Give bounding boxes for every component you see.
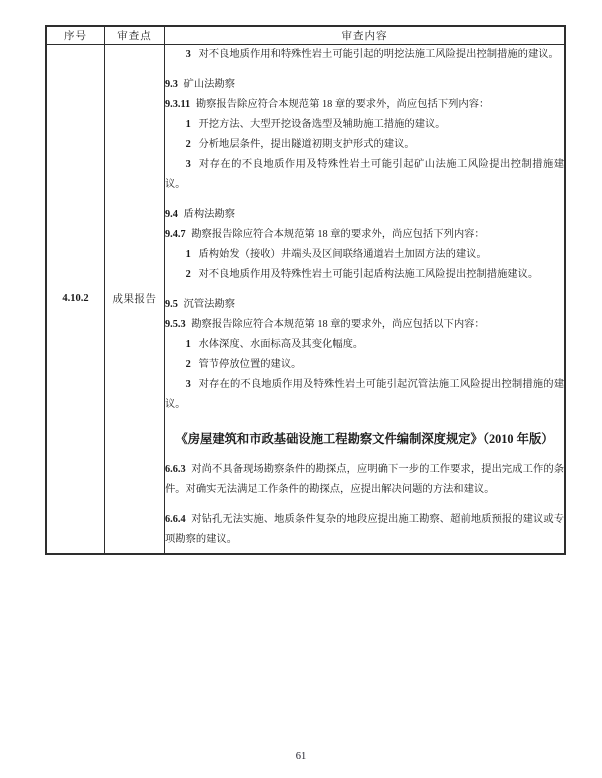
content-paragraph-3 (165, 45, 564, 65)
clause-number: 2 (185, 269, 191, 280)
clause-text: 勘察报告除应符合本规范第 18 章的要求外，尚应包括下列内容： (191, 229, 485, 240)
clause-number: 1 (185, 339, 191, 350)
content-paragraph-1 (165, 245, 564, 265)
clause-number: 1 (185, 249, 191, 260)
clause-number: 1 (185, 119, 191, 130)
clause-text: 对尚不具备现场勘察条件的勘探点，应明确下一步的工作要求，提出完成工作的条件。对确实无法满足工作条件的勘探点，应提出解决问题的方法和建议。 (165, 464, 564, 495)
review-table (45, 25, 566, 555)
content-paragraph-title (165, 428, 564, 450)
header-review-content: 审查内容 (165, 26, 566, 45)
clause-text: 《房屋建筑和市政基础设施工程勘察文件编制深度规定》（2010 年版） (175, 432, 554, 446)
clause-text: 对不良地质作用及特殊性岩土可能引起盾构法施工风险提出控制措施建议。 (198, 269, 539, 280)
clause-number: 9.3.11 (165, 99, 191, 110)
header-review-point: 审查点 (105, 26, 165, 45)
clause-text: 对存在的不良地质作用及特殊性岩土可能引起沉管法施工风险提出控制措施的建议。 (165, 379, 564, 410)
clause-text: 对不良地质作用和特殊性岩土可能引起的明挖法施工风险提出控制措施的建议。 (198, 49, 559, 60)
clause-text: 对钻孔无法实施、地质条件复杂的地段应提出施工勘察、超前地质预报的建议或专项勘察的建议。 (165, 514, 564, 545)
content-paragraph-1 (165, 335, 564, 355)
content-paragraph-9.4.7 (165, 225, 564, 245)
clause-text: 沉管法勘察 (183, 299, 236, 310)
table-row (46, 45, 565, 554)
content-paragraph-2 (165, 135, 564, 155)
content-paragraph-9.4 (165, 205, 564, 225)
clause-number: 9.5 (165, 299, 178, 310)
content-paragraph-9.5 (165, 295, 564, 315)
content-paragraph-3 (165, 155, 564, 195)
table-header-row (46, 26, 565, 45)
clause-number: 2 (185, 139, 191, 150)
clause-text: 管节停放位置的建议。 (198, 359, 302, 370)
content-paragraph-9.5.3 (165, 315, 564, 335)
header-serial-number: 序号 (46, 26, 105, 45)
clause-text: 矿山法勘察 (183, 79, 236, 90)
content-paragraph-9.3.11 (165, 95, 564, 115)
clause-number: 3 (185, 159, 191, 170)
page-number: 61 (295, 751, 307, 762)
clause-number: 9.4.7 (165, 229, 186, 240)
review-point-cell: 成果报告 (105, 45, 165, 554)
content-paragraph-6.6.3 (165, 460, 564, 500)
serial-number-cell: 4.10.2 (46, 45, 105, 554)
clause-text: 盾构始发（接收）井端头及区间联络通道岩土加固方法的建议。 (198, 249, 487, 260)
review-content-flow (165, 45, 564, 550)
clause-text: 分析地层条件，提出隧道初期支护形式的建议。 (198, 139, 415, 150)
clause-number: 6.6.3 (165, 464, 186, 475)
content-paragraph-6.6.4 (165, 510, 564, 550)
content-paragraph-2 (165, 265, 564, 285)
content-paragraph-9.3 (165, 75, 564, 95)
clause-text: 勘察报告除应符合本规范第 18 章的要求外，尚应包括下列内容： (195, 99, 490, 110)
clause-number: 2 (185, 359, 191, 370)
clause-number: 6.6.4 (165, 514, 186, 525)
content-paragraph-2 (165, 355, 564, 375)
clause-number: 3 (185, 379, 191, 390)
content-paragraph-3 (165, 375, 564, 415)
clause-text: 勘察报告除应符合本规范第 18 章的要求外，尚应包括以下内容： (191, 319, 485, 330)
clause-text: 开挖方法、大型开挖设备选型及辅助施工措施的建议。 (198, 119, 446, 130)
content-paragraph-1 (165, 115, 564, 135)
clause-number: 9.3 (165, 79, 178, 90)
clause-number: 9.5.3 (165, 319, 186, 330)
clause-number: 9.4 (165, 209, 178, 220)
clause-text: 盾构法勘察 (183, 209, 236, 220)
clause-number: 3 (185, 49, 191, 60)
clause-text: 对存在的不良地质作用及特殊性岩土可能引起矿山法施工风险提出控制措施建议。 (165, 159, 564, 190)
clause-text: 水体深度、水面标高及其变化幅度。 (198, 339, 364, 350)
review-content-cell (165, 45, 566, 554)
